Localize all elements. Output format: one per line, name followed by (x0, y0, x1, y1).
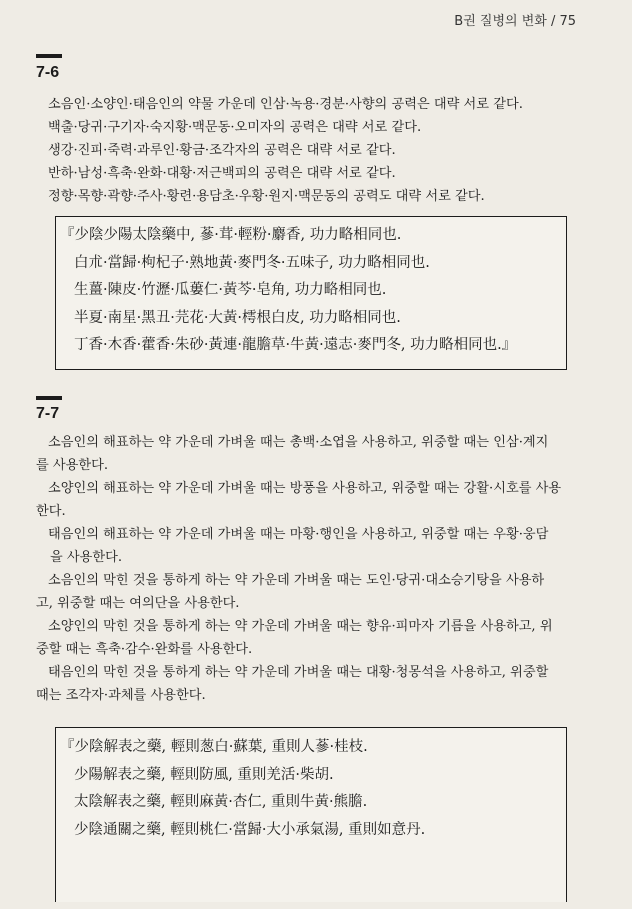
quote-line: 半夏·南星·黑丑·芫花·大黃·樗根白皮, 功力略相同也. (74, 309, 401, 326)
section-7-7-text (36, 431, 578, 707)
section-7-6-text (36, 93, 578, 208)
paragraph-line: 백출·당귀·구기자·숙지황·맥문동·오미자의 공력은 대략 서로 같다. (48, 120, 422, 135)
paragraph-line: 반하·남성·흑축·완화·대황·저근백피의 공력은 대략 서로 같다. (48, 166, 396, 181)
paragraph-line: 소양인의 해표하는 약 가운데 가벼울 때는 방풍을 사용하고, 위중할 때는 강활·시호를 사용 (48, 481, 562, 496)
paragraph-line: 소양인의 막힌 것을 통하게 하는 약 가운데 가벼울 때는 향유·피마자 기름을 사용하고, 위 (48, 619, 553, 634)
paragraph-line: 소음인·소양인·태음인의 약물 가운데 인삼·녹용·경분·사향의 공력은 대략 서로 같다. (48, 97, 523, 112)
classical-quote-box-7-7 (55, 727, 567, 902)
paragraph-line: 한다. (36, 504, 66, 519)
quote-line: 丁香·木香·藿香·朱砂·黃連·龍膽草·牛黃·遠志·麥門冬, 功力略相同也.』 (74, 337, 517, 353)
section-marker-7-7 (36, 396, 62, 400)
paragraph-line: 태음인의 해표하는 약 가운데 가벼울 때는 마황·행인을 사용하고, 위중할 때는 우황·웅담 (48, 527, 549, 542)
paragraph-line: 생강·진피·죽력·과루인·황금·조각자의 공력은 대략 서로 같다. (48, 143, 396, 158)
paragraph-line: 를 사용한다. (36, 458, 109, 473)
paragraph-line: 소음인의 막힌 것을 통하게 하는 약 가운데 가벼울 때는 도인·당귀·대소승기탕을 사용하 (48, 573, 545, 588)
paragraph-line: 태음인의 막힌 것을 통하게 하는 약 가운데 가벼울 때는 대황·청몽석을 사용하고, 위중할 (48, 665, 549, 680)
paragraph-line: 중할 때는 흑축·감수·완화를 사용한다. (36, 642, 253, 657)
quote-line: 『少陰解表之藥, 輕則葱白·蘇葉, 重則人蔘·桂枝. (60, 739, 368, 755)
paragraph-line: 소음인의 해표하는 약 가운데 가벼울 때는 총백·소엽을 사용하고, 위중할 때는 인삼·계지 (48, 435, 549, 450)
quote-line: 少陽解表之藥, 輕則防風, 重則羌活·柴胡. (74, 766, 334, 783)
running-header: B권 질병의 변화 / 75 (454, 14, 576, 29)
paragraph-line: 정향·목향·곽향·주사·황련·용담초·우황·원지·맥문동의 공력도 대략 서로 같다. (48, 189, 485, 204)
section-number-7-6: 7-6 (36, 64, 60, 81)
classical-quote-box-7-6 (55, 216, 567, 370)
quote-line: 『少陰少陽太陰藥中, 蔘·茸·輕粉·麝香, 功力略相同也. (60, 227, 402, 243)
paragraph-line: 을 사용한다. (50, 550, 123, 565)
section-marker-7-6 (36, 54, 62, 58)
quote-line: 少陰通關之藥, 輕則桃仁·當歸·大小承氣湯, 重則如意丹. (74, 821, 426, 838)
quote-line: 白朮·當歸·枸杞子·熟地黃·麥門冬·五味子, 功力略相同也. (74, 254, 430, 271)
paragraph-line: 때는 조각자·과체를 사용한다. (36, 688, 206, 703)
paragraph-line: 고, 위중할 때는 여의단을 사용한다. (36, 596, 240, 611)
section-number-7-7: 7-7 (36, 405, 60, 422)
quote-line: 太陰解表之藥, 輕則麻黃·杏仁, 重則牛黃·熊膽. (74, 794, 368, 810)
quote-line: 生薑·陳皮·竹瀝·瓜蔞仁·黃芩·皂角, 功力略相同也. (74, 282, 387, 298)
